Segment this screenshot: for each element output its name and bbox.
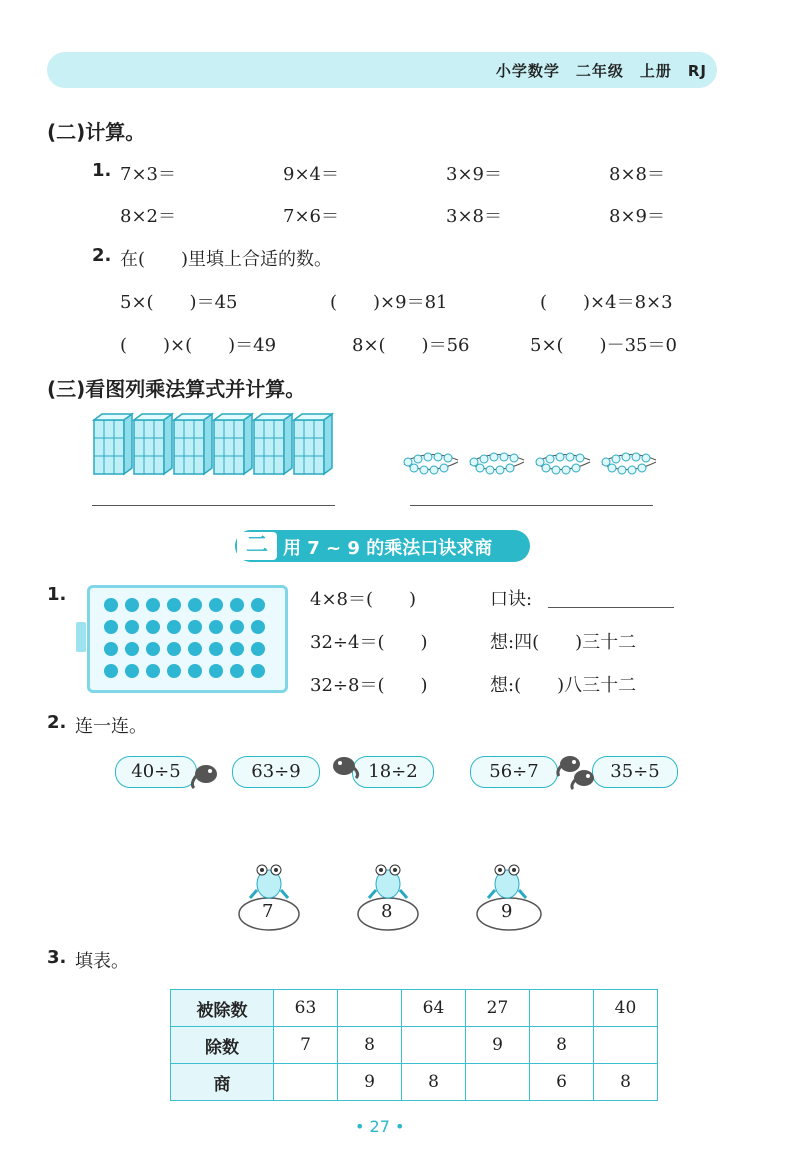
part1-hint: 想:四( )三十二	[490, 632, 637, 653]
tadpole-icon	[568, 766, 598, 790]
table-cell[interactable]: 8	[594, 1064, 658, 1101]
table-row	[171, 1027, 658, 1064]
answer-line[interactable]	[92, 505, 335, 506]
lilypad-number: 7	[262, 901, 274, 922]
part1-equation: 32÷8＝( )	[310, 675, 428, 696]
dot	[230, 620, 244, 634]
table-cell[interactable]: 63	[274, 990, 338, 1027]
dot	[104, 664, 118, 678]
dot	[125, 664, 139, 678]
dot	[209, 664, 223, 678]
cube-stack	[94, 414, 132, 474]
dot	[146, 642, 160, 656]
tadpole-icon	[328, 752, 360, 780]
row-header: 除数	[171, 1027, 274, 1064]
division-oval[interactable]: 18÷2	[352, 756, 434, 788]
section2-title: (二)计算。	[47, 120, 146, 144]
dot	[146, 620, 160, 634]
division-oval[interactable]: 35÷5	[592, 756, 678, 788]
dot	[209, 642, 223, 656]
fill-item: 8×( )＝56	[352, 335, 470, 356]
part1-equation: 4×8＝( )	[310, 589, 417, 610]
banner-number-icon: 二	[237, 532, 277, 560]
part1-equation: 32÷4＝( )	[310, 632, 428, 653]
table-cell[interactable]: 40	[594, 990, 658, 1027]
row-header: 商	[171, 1064, 274, 1101]
table-row	[171, 1064, 658, 1101]
dot	[188, 620, 202, 634]
division-oval[interactable]: 63÷9	[232, 756, 320, 788]
division-oval[interactable]: 56÷7	[470, 756, 558, 788]
table-row	[171, 990, 658, 1027]
table-cell[interactable]	[274, 1064, 338, 1101]
table-cell[interactable]: 7	[274, 1027, 338, 1064]
lilypad-number: 8	[381, 901, 393, 922]
table-cell[interactable]: 8	[530, 1027, 594, 1064]
fill-table	[170, 989, 658, 1101]
fill-item: ( )×4＝8×3	[540, 292, 673, 313]
calc-item: 8×8＝	[609, 164, 665, 185]
table-cell[interactable]: 27	[466, 990, 530, 1027]
dot	[167, 598, 181, 612]
table-cell[interactable]: 9	[338, 1064, 402, 1101]
table-cell[interactable]: 6	[530, 1064, 594, 1101]
table-cell[interactable]: 9	[466, 1027, 530, 1064]
bead-strings-illustration	[400, 440, 670, 480]
lilypad-number: 9	[501, 901, 513, 922]
header-text: 小学数学 二年级 上册 RJ	[495, 62, 707, 80]
row-header: 被除数	[171, 990, 274, 1027]
dot	[146, 664, 160, 678]
frog-on-lilypad[interactable]	[357, 862, 419, 932]
answer-line[interactable]	[410, 505, 653, 506]
banner-title: 用 7 ~ 9 的乘法口诀求商	[283, 538, 493, 559]
q1-number: 1.	[92, 160, 112, 181]
cube-stacks-illustration	[92, 412, 342, 477]
table-cell[interactable]	[530, 990, 594, 1027]
dot	[251, 620, 265, 634]
tadpole-icon	[188, 762, 220, 790]
page-number: • 27 •	[355, 1117, 405, 1136]
fill-item: 5×( )－35＝0	[530, 335, 677, 356]
calc-item: 7×3＝	[120, 164, 176, 185]
table-cell[interactable]	[594, 1027, 658, 1064]
frog-on-lilypad[interactable]	[238, 862, 300, 932]
part1-hint: 口诀:	[490, 589, 533, 610]
fill-item: ( )×9＝81	[330, 292, 448, 313]
division-oval[interactable]: 40÷5	[115, 756, 197, 788]
dot	[251, 664, 265, 678]
part3-title: 填表。	[75, 951, 129, 972]
calc-item: 7×6＝	[283, 206, 339, 227]
dot	[125, 642, 139, 656]
dot	[104, 620, 118, 634]
dot	[188, 598, 202, 612]
dot	[209, 598, 223, 612]
dot	[188, 642, 202, 656]
table-cell[interactable]	[402, 1027, 466, 1064]
q2-number: 2.	[92, 245, 112, 266]
dot	[251, 642, 265, 656]
table-cell[interactable]: 8	[338, 1027, 402, 1064]
calc-item: 3×8＝	[446, 206, 502, 227]
dot	[125, 598, 139, 612]
dot	[146, 598, 160, 612]
part1-hint: 想:( )八三十二	[490, 675, 637, 696]
dot	[230, 664, 244, 678]
table-cell[interactable]: 8	[402, 1064, 466, 1101]
section-banner	[235, 530, 530, 562]
calc-item: 3×9＝	[446, 164, 502, 185]
dot	[167, 620, 181, 634]
rhyme-answer-line[interactable]	[548, 607, 674, 608]
dot	[209, 620, 223, 634]
frog-on-lilypad[interactable]	[476, 862, 542, 932]
table-cell[interactable]	[338, 990, 402, 1027]
calc-item: 9×4＝	[283, 164, 339, 185]
calc-item: 8×9＝	[609, 206, 665, 227]
part3-number: 3.	[47, 947, 67, 968]
dot	[230, 598, 244, 612]
dot	[230, 642, 244, 656]
dot	[251, 598, 265, 612]
dot	[167, 642, 181, 656]
part1-number: 1.	[47, 584, 67, 605]
table-cell[interactable]	[466, 1064, 530, 1101]
header-bar	[47, 52, 717, 88]
calc-item: 8×2＝	[120, 206, 176, 227]
board-clip-icon	[76, 622, 86, 652]
table-cell[interactable]: 64	[402, 990, 466, 1027]
dot	[125, 620, 139, 634]
section3-title: (三)看图列乘法算式并计算。	[47, 377, 306, 401]
dot	[167, 664, 181, 678]
dot-board-illustration	[87, 585, 288, 693]
dot	[104, 642, 118, 656]
fill-item: 5×( )＝45	[120, 292, 238, 313]
fill-item: ( )×( )＝49	[120, 335, 277, 356]
dot	[104, 598, 118, 612]
part2-number: 2.	[47, 712, 67, 733]
dot	[188, 664, 202, 678]
part2-title: 连一连。	[75, 716, 147, 737]
q2-instruction: 在( )里填上合适的数。	[120, 249, 333, 270]
